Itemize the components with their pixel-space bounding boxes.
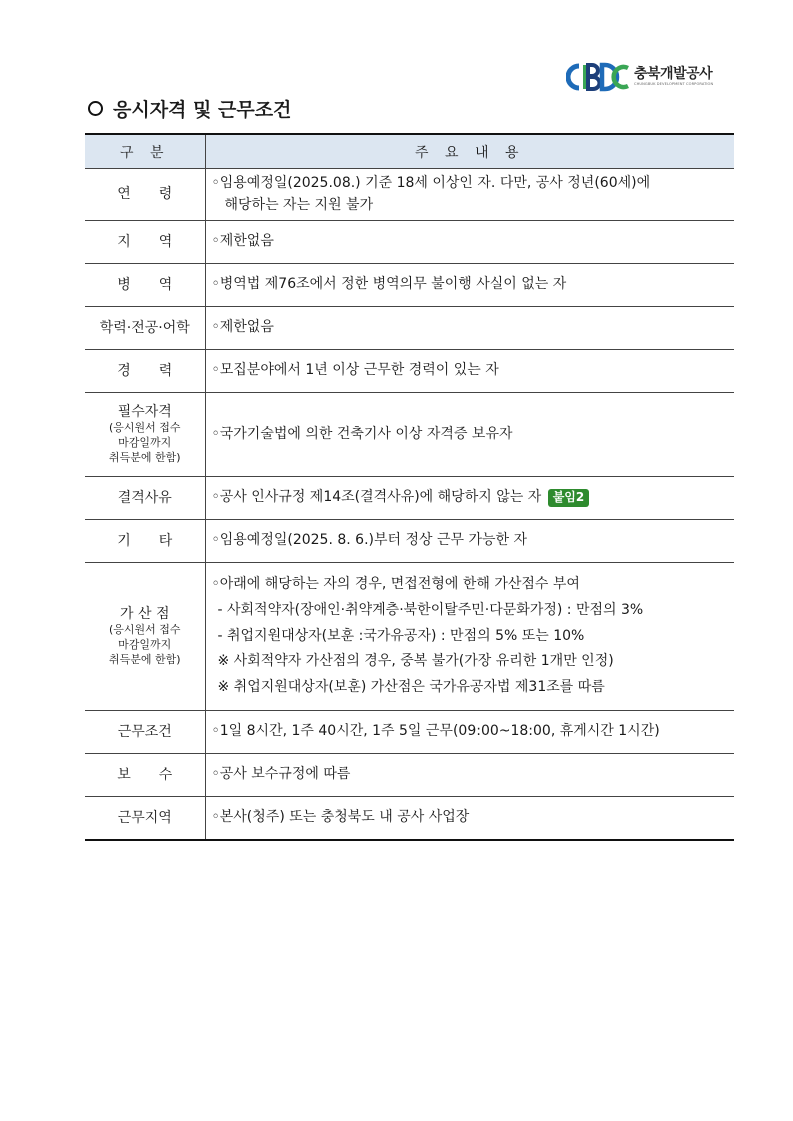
row-content: ◦병역법 제76조에서 정한 병역의무 불이행 사실이 없는 자	[205, 264, 734, 307]
table-row-salary	[85, 754, 734, 797]
table-row-work-location	[85, 797, 734, 840]
row-label: 연 령	[85, 169, 205, 221]
row-label: 학력·전공·어학	[85, 307, 205, 350]
row-content: ◦모집분야에서 1년 이상 근무한 경력이 있는 자	[205, 350, 734, 393]
row-content: ◦1일 8시간, 1주 40시간, 1주 5일 근무(09:00~18:00, 휴게시간 1시간)	[205, 711, 734, 754]
table-row-bonus-points	[85, 563, 734, 711]
table-header-row	[85, 134, 734, 169]
table-row-career	[85, 350, 734, 393]
cbdc-logo-icon	[566, 62, 630, 92]
company-logo	[566, 58, 716, 96]
row-label: 근무지역	[85, 797, 205, 840]
row-label: 기 타	[85, 520, 205, 563]
header-content: 주 요 내 용	[205, 134, 734, 169]
row-label: 보 수	[85, 754, 205, 797]
row-content: ◦제한없음	[205, 307, 734, 350]
qualification-table	[85, 133, 734, 841]
row-content: ◦국가기술법에 의한 건축기사 이상 자격증 보유자	[205, 393, 734, 477]
table-row-work-conditions	[85, 711, 734, 754]
row-content: ◦공사 보수규정에 따름	[205, 754, 734, 797]
table-row-military	[85, 264, 734, 307]
row-label: 지 역	[85, 221, 205, 264]
table-row-required-cert	[85, 393, 734, 477]
attachment-badge: 붙임2	[548, 489, 590, 507]
row-content: ◦본사(청주) 또는 충청북도 내 공사 사업장	[205, 797, 734, 840]
row-label: 근무조건	[85, 711, 205, 754]
table-row-region	[85, 221, 734, 264]
row-label: 병 역	[85, 264, 205, 307]
section-title	[88, 95, 291, 122]
row-label: 가 산 점 (응시원서 접수 마감일까지 취득분에 한함)	[85, 563, 205, 711]
row-label: 결격사유	[85, 477, 205, 520]
row-label: 필수자격 (응시원서 접수 마감일까지 취득분에 한함)	[85, 393, 205, 477]
row-content: ◦제한없음	[205, 221, 734, 264]
table-row-education	[85, 307, 734, 350]
header-category: 구 분	[85, 134, 205, 169]
row-content: ◦임용예정일(2025. 8. 6.)부터 정상 근무 가능한 자	[205, 520, 734, 563]
logo-name: 충북개발공사	[634, 66, 713, 83]
row-label: 경 력	[85, 350, 205, 393]
row-content: ◦임용예정일(2025.08.) 기준 18세 이상인 자. 다만, 공사 정년(60세)에 해당하는 자는 지원 불가	[205, 169, 734, 221]
row-content: ◦아래에 해당하는 자의 경우, 면접전형에 한해 가산점수 부여 - 사회적약자(장애인·취약계층·북한이탈주민·다문화가정) : 만점의 3% - 취업지원대상자(보훈 :국가유공자) : 만점의 5% 또는 10% ※ 사회적약자 가산점의 경우, 중복 불가(가장 유리한 1개만 인정) ※ 취업지원대상자(보훈) 가산점은 국가유공자법 제31조를 따름	[205, 563, 734, 711]
logo-subtitle: CHUNGBUK DEVELOPMENT CORPORATION	[634, 82, 714, 87]
table-row-age	[85, 169, 734, 221]
table-row-disqualification	[85, 477, 734, 520]
section-title-text: 응시자격 및 근무조건	[113, 99, 292, 121]
circle-bullet-icon	[88, 101, 103, 116]
table-row-other	[85, 520, 734, 563]
row-content: ◦공사 인사규정 제14조(결격사유)에 해당하지 않는 자 붙임2	[205, 477, 734, 520]
